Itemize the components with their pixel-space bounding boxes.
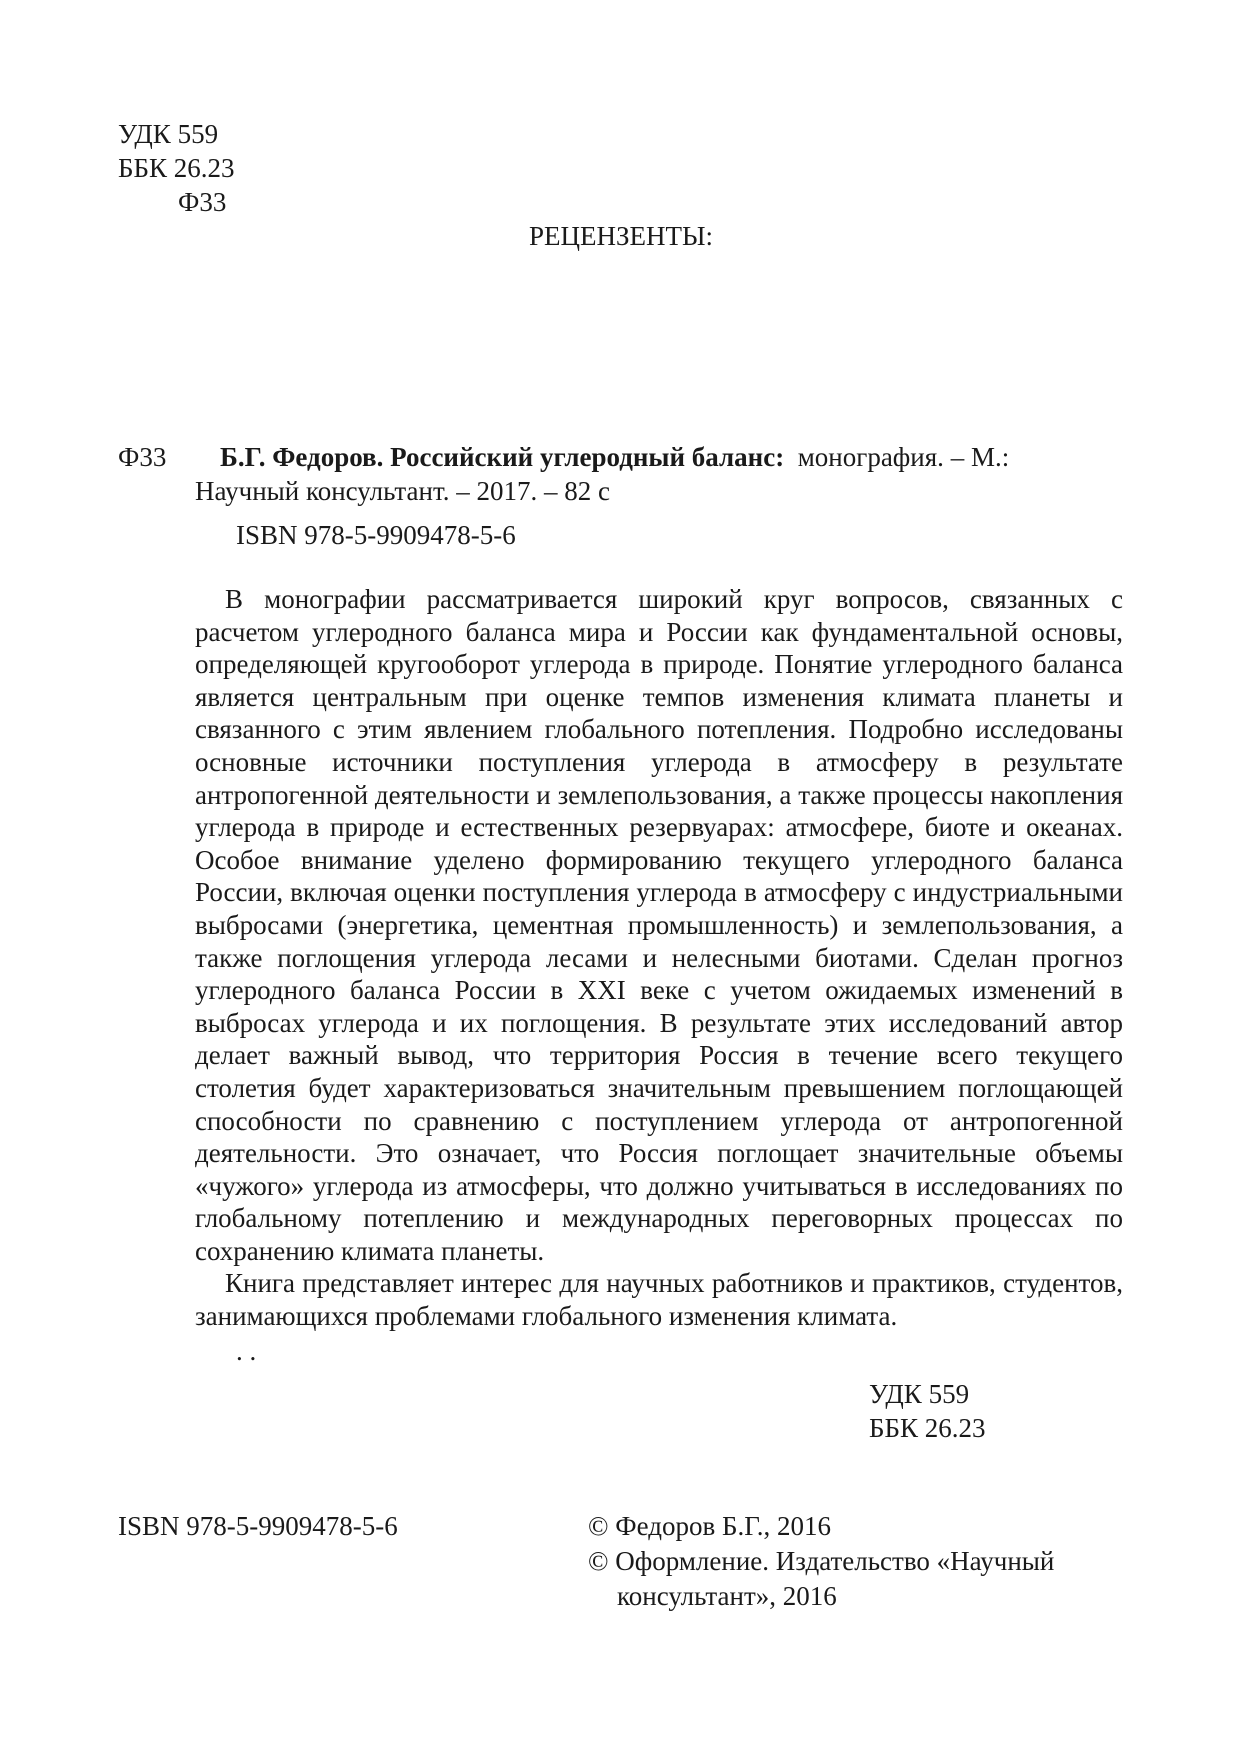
abstract [195,583,1123,1333]
author-mark: Ф33 [178,187,227,217]
copyright-design-cont: консультант», 2016 [617,1581,837,1611]
abstract-paragraph: Книга представляет интерес для научных работников и практиков, студентов, занимающихся проблемами глобального изменения климата. [195,1268,1123,1332]
bbk-code-footer: ББК 26.23 [869,1413,986,1443]
author-and-title: Б.Г. Федоров. Российский углеродный баланс: [220,442,785,472]
abstract-paragraph: В монографии рассматривается широкий круг вопросов, связанных с расчетом углеродного баланса мира и России как фундаментальной основы, определяющей кругооборот углерода в природе. Понятие углеродного баланса является центральным при оценке темпов изменения климата планеты и связанного с этим явлением глобального потепления. Подробно исследованы основные источники поступления углерода в атмосферу в результате антропогенной деятельности и землепользования, а также процессы накопления углерода в природе и естественных резервуарах: атмосфере, биоте и океанах. Особое внимание уделено формированию текущего углеродного баланса России, включая оценки поступления углерода в атмосферу с индустриальными выбросами (энергетика, цементная промышленность) и землепользования, а также поглощения углерода лесами и нелесными биотами. Сделан прогноз углеродного баланса России в XXI веке с учетом ожидаемых изменений в выбросах углерода и их поглощения. В результате этих исследований автор делает важный вывод, что территория Россия в течение всего текущего столетия будет характеризоваться значительным превышением поглощающей способности по сравнению с поступлением углерода от антропогенной деятельности. Это означает, что Россия поглощает значительные объемы «чужого» углерода из атмосферы, что должно учитываться в исследованиях по глобальному потеплению и международных переговорных процессах по сохранению климата планеты. [195,584,1123,1266]
dots-mark: . . [236,1336,257,1366]
bibliographic-entry-line2: Научный консультант. – 2017. – 82 с [195,476,610,506]
reviewers-heading: РЕЦЕНЗЕНТЫ: [529,221,714,251]
publication-place: – М.: [950,442,1010,472]
bibliographic-entry-line1 [220,441,1009,473]
udk-code-footer: УДК 559 [869,1379,970,1409]
bbk-code: ББК 26.23 [118,153,235,183]
publication-type: монография. [797,442,944,472]
entry-author-mark: Ф33 [118,442,167,472]
copyright-design: © Оформление. Издательство «Научный [588,1546,1055,1576]
copyright-author: © Федоров Б.Г., 2016 [588,1511,832,1541]
udk-code: УДК 559 [118,119,219,149]
isbn-footer: ISBN 978-5-9909478-5-6 [118,1511,398,1541]
entry-isbn: ISBN 978-5-9909478-5-6 [236,520,516,550]
